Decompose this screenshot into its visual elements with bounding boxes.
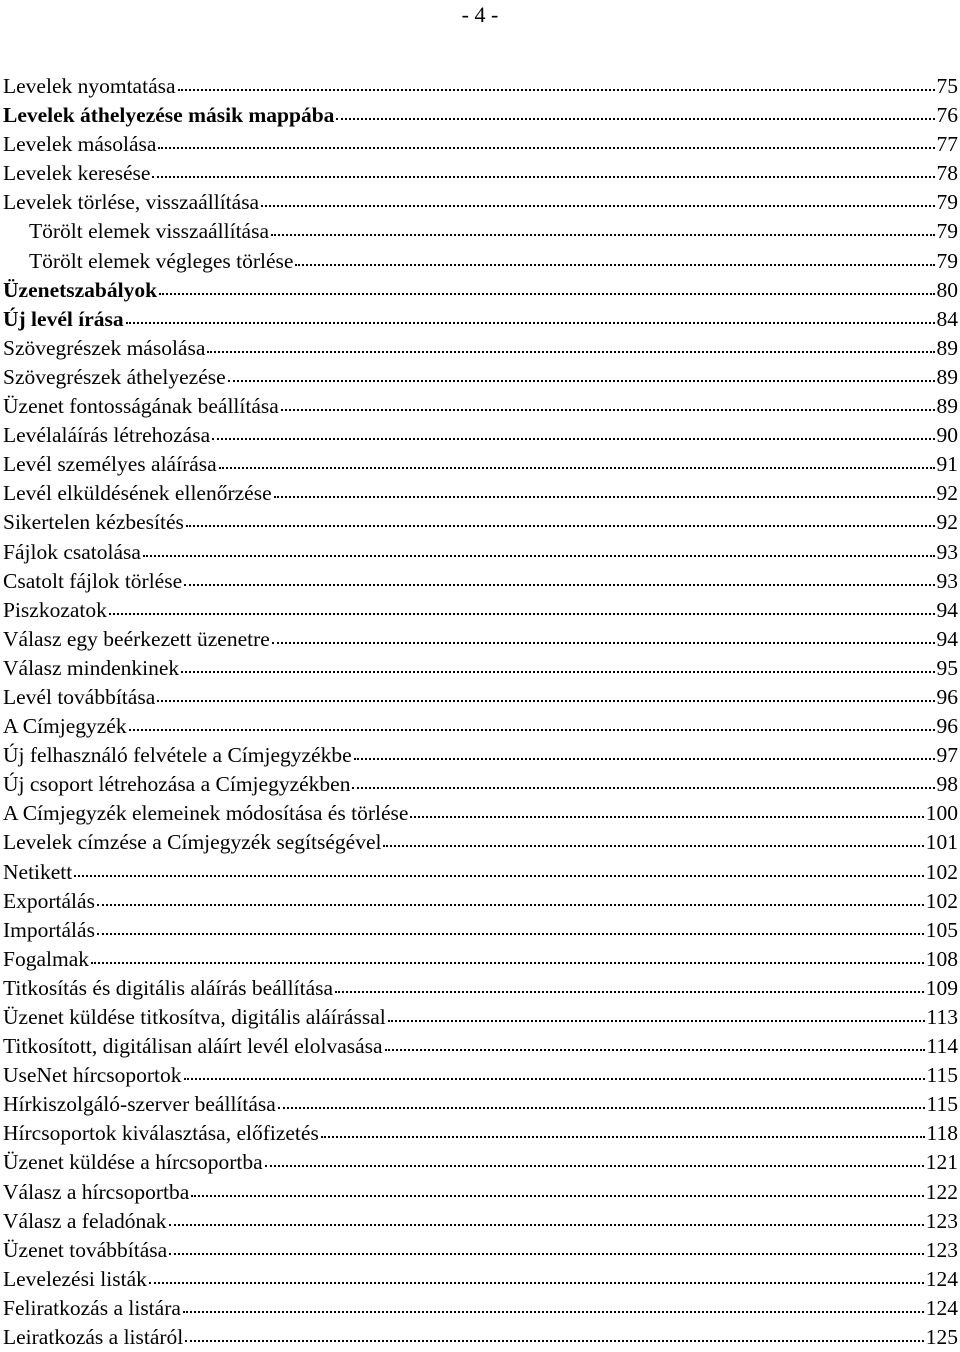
toc-entry-title: Exportálás bbox=[3, 888, 95, 913]
toc-entry[interactable] bbox=[3, 1207, 958, 1236]
toc-entry-title: Üzenetszabályok bbox=[3, 277, 158, 302]
dot-leader bbox=[274, 480, 935, 500]
dot-leader bbox=[186, 509, 935, 529]
toc-entry-title: Titkosított, digitálisan aláírt levél elolvasása bbox=[3, 1034, 383, 1059]
toc-entry-page: 91 bbox=[936, 452, 958, 477]
toc-entry-title: Törölt elemek visszaállítása bbox=[29, 219, 269, 244]
dot-leader bbox=[183, 1295, 924, 1315]
toc-entry[interactable] bbox=[3, 683, 958, 712]
toc-entry-title: Új levél írása bbox=[3, 306, 124, 331]
toc-entry-page: 92 bbox=[936, 510, 958, 535]
toc-entry[interactable] bbox=[3, 72, 958, 101]
toc-entry[interactable] bbox=[3, 101, 958, 130]
dot-leader bbox=[97, 888, 924, 908]
toc-entry-page: 114 bbox=[926, 1034, 958, 1059]
toc-entry-page: 75 bbox=[936, 74, 958, 98]
dot-leader bbox=[383, 829, 923, 849]
toc-entry[interactable] bbox=[3, 741, 958, 770]
toc-entry-title: Importálás bbox=[3, 917, 95, 942]
toc-entry-title: Üzenet fontosságának beállítása bbox=[3, 394, 279, 419]
toc-entry[interactable] bbox=[3, 130, 958, 159]
toc-entry-page: 98 bbox=[936, 772, 958, 797]
toc-entry[interactable] bbox=[3, 974, 958, 1003]
dot-leader bbox=[278, 1091, 925, 1111]
toc-entry-title: Piszkozatok bbox=[3, 597, 107, 622]
dot-leader bbox=[207, 335, 934, 355]
toc-entry-page: 97 bbox=[936, 743, 958, 768]
dot-leader bbox=[143, 539, 935, 559]
toc-entry-page: 94 bbox=[936, 626, 958, 651]
dot-leader bbox=[169, 1208, 924, 1228]
toc-entry-page: 89 bbox=[936, 335, 958, 360]
toc-entry-page: 89 bbox=[936, 394, 958, 419]
toc-entry-page: 105 bbox=[925, 917, 958, 942]
dot-leader bbox=[185, 1324, 923, 1344]
dot-leader bbox=[271, 218, 935, 238]
toc-entry-page: 118 bbox=[926, 1121, 958, 1146]
toc-entry-title: Levelek keresése bbox=[3, 161, 151, 186]
dot-leader bbox=[228, 364, 935, 384]
toc-entry[interactable] bbox=[3, 508, 958, 537]
dot-leader bbox=[385, 1033, 925, 1053]
dot-leader bbox=[261, 189, 934, 209]
toc-entry-title: Új csoport létrehozása a Címjegyzékben bbox=[3, 772, 351, 797]
toc-entry[interactable] bbox=[3, 1265, 958, 1294]
toc-entry[interactable] bbox=[3, 217, 958, 246]
dot-leader bbox=[281, 393, 935, 413]
toc-entry[interactable] bbox=[3, 159, 958, 188]
table-of-contents bbox=[3, 72, 958, 1352]
toc-entry[interactable] bbox=[3, 1148, 958, 1177]
toc-entry-title: Titkosítás és digitális aláírás beállítása bbox=[3, 975, 334, 1000]
toc-entry[interactable] bbox=[3, 1061, 958, 1090]
toc-entry-page: 80 bbox=[936, 277, 958, 302]
dot-leader bbox=[97, 917, 924, 937]
toc-entry-page: 93 bbox=[936, 539, 958, 564]
toc-entry-page: 121 bbox=[925, 1150, 958, 1175]
dot-leader bbox=[265, 1149, 924, 1169]
toc-entry-title: Válasz a hírcsoportba bbox=[3, 1179, 190, 1204]
page-number: - 4 - bbox=[461, 2, 499, 27]
toc-entry-page: 79 bbox=[936, 190, 958, 215]
toc-entry-title: Sikertelen kézbesítés bbox=[3, 510, 184, 535]
dot-leader bbox=[388, 1004, 925, 1024]
toc-entry[interactable] bbox=[3, 1178, 958, 1207]
toc-entry[interactable] bbox=[3, 247, 958, 276]
toc-entry-title: Hírkiszolgáló-szerver beállítása bbox=[3, 1092, 276, 1117]
toc-entry-page: 89 bbox=[936, 364, 958, 389]
toc-entry-title: Feliratkozás a listára bbox=[3, 1295, 181, 1320]
dot-leader bbox=[169, 1237, 924, 1257]
toc-entry[interactable] bbox=[3, 334, 958, 363]
dot-leader bbox=[410, 800, 923, 820]
dot-leader bbox=[212, 422, 934, 442]
toc-entry[interactable] bbox=[3, 887, 958, 916]
toc-entry-title: Levelek áthelyezése másik mappába bbox=[3, 103, 335, 128]
dot-leader bbox=[184, 1062, 925, 1082]
toc-entry-title: A Címjegyzék bbox=[3, 714, 127, 739]
toc-entry-title: Levelek másolása bbox=[3, 132, 157, 157]
toc-entry-page: 115 bbox=[926, 1092, 958, 1117]
toc-entry[interactable] bbox=[3, 945, 958, 974]
toc-entry[interactable] bbox=[3, 770, 958, 799]
toc-entry-page: 90 bbox=[936, 423, 958, 448]
toc-entry[interactable] bbox=[3, 858, 958, 887]
toc-entry-title: Levél továbbítása bbox=[3, 684, 156, 709]
toc-entry[interactable] bbox=[3, 188, 958, 217]
toc-entry-title: Törölt elemek végleges törlése bbox=[29, 248, 294, 273]
toc-entry-title: Fogalmak bbox=[3, 946, 89, 971]
toc-entry-title: UseNet hírcsoportok bbox=[3, 1063, 182, 1088]
toc-entry-page: 124 bbox=[925, 1266, 958, 1291]
toc-entry-page: 78 bbox=[936, 161, 958, 186]
toc-entry-title: Szövegrészek másolása bbox=[3, 335, 206, 360]
toc-entry[interactable] bbox=[3, 305, 958, 334]
toc-entry-title: Levélaláírás létrehozása bbox=[3, 423, 211, 448]
toc-entry[interactable] bbox=[3, 567, 958, 596]
toc-entry-title: A Címjegyzék elemeinek módosítása és törlése bbox=[3, 801, 409, 826]
dot-leader bbox=[159, 277, 934, 297]
toc-entry-page: 122 bbox=[925, 1179, 958, 1204]
toc-entry[interactable] bbox=[3, 625, 958, 654]
dot-leader bbox=[335, 975, 924, 995]
dot-leader bbox=[219, 451, 935, 471]
toc-entry-title: Üzenet küldése a hírcsoportba bbox=[3, 1150, 263, 1175]
dot-leader bbox=[184, 568, 934, 588]
dot-leader bbox=[74, 859, 923, 879]
toc-entry-title: Levél elküldésének ellenőrzése bbox=[3, 481, 272, 506]
dot-leader bbox=[129, 713, 935, 733]
toc-entry-page: 108 bbox=[925, 946, 958, 971]
toc-entry-page: 125 bbox=[925, 1325, 958, 1350]
toc-entry-page: 109 bbox=[925, 975, 958, 1000]
dot-leader bbox=[336, 102, 934, 122]
toc-entry-page: 96 bbox=[936, 684, 958, 709]
toc-entry[interactable] bbox=[3, 828, 958, 857]
toc-entry[interactable] bbox=[3, 654, 958, 683]
toc-entry-page: 100 bbox=[925, 801, 958, 826]
toc-entry-page: 123 bbox=[925, 1237, 958, 1262]
dot-leader bbox=[191, 1179, 923, 1199]
toc-entry-title: Fájlok csatolása bbox=[3, 539, 141, 564]
toc-entry-title: Leiratkozás a listáról bbox=[3, 1325, 184, 1350]
toc-entry[interactable] bbox=[3, 1032, 958, 1061]
toc-entry-title: Üzenet továbbítása bbox=[3, 1237, 168, 1262]
toc-entry[interactable] bbox=[3, 916, 958, 945]
toc-entry[interactable] bbox=[3, 712, 958, 741]
toc-entry-title: Új felhasználó felvétele a Címjegyzékbe bbox=[3, 743, 352, 768]
toc-entry-title: Levelezési listák bbox=[3, 1266, 147, 1291]
toc-entry[interactable] bbox=[3, 276, 958, 305]
toc-entry[interactable] bbox=[3, 392, 958, 421]
toc-entry-page: 123 bbox=[925, 1208, 958, 1233]
toc-entry[interactable] bbox=[3, 596, 958, 625]
toc-entry[interactable] bbox=[3, 1119, 958, 1148]
dot-leader bbox=[354, 742, 935, 762]
toc-entry-page: 115 bbox=[926, 1063, 958, 1088]
toc-entry-title: Válasz egy beérkezett üzenetre bbox=[3, 626, 270, 651]
dot-leader bbox=[181, 655, 934, 675]
toc-entry-page: 124 bbox=[925, 1295, 958, 1320]
toc-entry[interactable] bbox=[3, 1236, 958, 1265]
dot-leader bbox=[91, 946, 924, 966]
toc-entry-page: 96 bbox=[936, 714, 958, 739]
dot-leader bbox=[109, 597, 935, 617]
toc-entry-page: 76 bbox=[936, 103, 958, 128]
toc-entry-page: 84 bbox=[936, 306, 958, 331]
toc-entry-page: 95 bbox=[936, 655, 958, 680]
toc-entry-title: Válasz mindenkinek bbox=[3, 655, 180, 680]
toc-entry[interactable] bbox=[3, 1294, 958, 1323]
toc-entry-title: Netikett bbox=[3, 859, 73, 884]
toc-entry-title: Válasz a feladónak bbox=[3, 1208, 167, 1233]
toc-entry-page: 93 bbox=[936, 568, 958, 593]
toc-entry[interactable] bbox=[3, 1090, 958, 1119]
toc-entry[interactable] bbox=[3, 450, 958, 479]
toc-entry-title: Hírcsoportok kiválasztása, előfizetés bbox=[3, 1121, 319, 1146]
toc-entry-title: Levelek címzése a Címjegyzék segítségével bbox=[3, 830, 382, 855]
toc-entry-title: Üzenet küldése titkosítva, digitális aláírással bbox=[3, 1005, 386, 1029]
toc-entry[interactable] bbox=[3, 479, 958, 508]
dot-leader bbox=[126, 306, 935, 326]
dot-leader bbox=[157, 684, 934, 704]
dot-leader bbox=[158, 131, 934, 151]
toc-entry[interactable] bbox=[3, 363, 958, 392]
toc-entry[interactable] bbox=[3, 799, 958, 828]
toc-entry-page: 77 bbox=[936, 132, 958, 157]
toc-entry-page: 94 bbox=[936, 597, 958, 622]
dot-leader bbox=[178, 73, 935, 93]
toc-entry-title: Levél személyes aláírása bbox=[3, 452, 217, 477]
dot-leader bbox=[152, 160, 934, 180]
toc-entry-page: 113 bbox=[926, 1005, 958, 1029]
dot-leader bbox=[321, 1120, 925, 1140]
toc-entry[interactable] bbox=[3, 421, 958, 450]
dot-leader bbox=[295, 248, 934, 268]
toc-entry-page: 101 bbox=[925, 830, 958, 855]
toc-entry-title: Levelek nyomtatása bbox=[3, 74, 176, 98]
toc-entry-page: 79 bbox=[936, 248, 958, 273]
dot-leader bbox=[149, 1266, 924, 1286]
toc-entry-title: Levelek törlése, visszaállítása bbox=[3, 190, 260, 215]
toc-entry-page: 102 bbox=[925, 859, 958, 884]
toc-entry-page: 79 bbox=[936, 219, 958, 244]
toc-entry[interactable] bbox=[3, 1323, 958, 1352]
dot-leader bbox=[272, 626, 935, 646]
toc-entry-page: 102 bbox=[925, 888, 958, 913]
toc-entry-title: Csatolt fájlok törlése bbox=[3, 568, 183, 593]
dot-leader bbox=[352, 771, 934, 791]
toc-entry[interactable] bbox=[3, 538, 958, 567]
toc-entry[interactable] bbox=[3, 1003, 958, 1032]
toc-entry-title: Szövegrészek áthelyezése bbox=[3, 364, 226, 389]
toc-entry-page: 92 bbox=[936, 481, 958, 506]
